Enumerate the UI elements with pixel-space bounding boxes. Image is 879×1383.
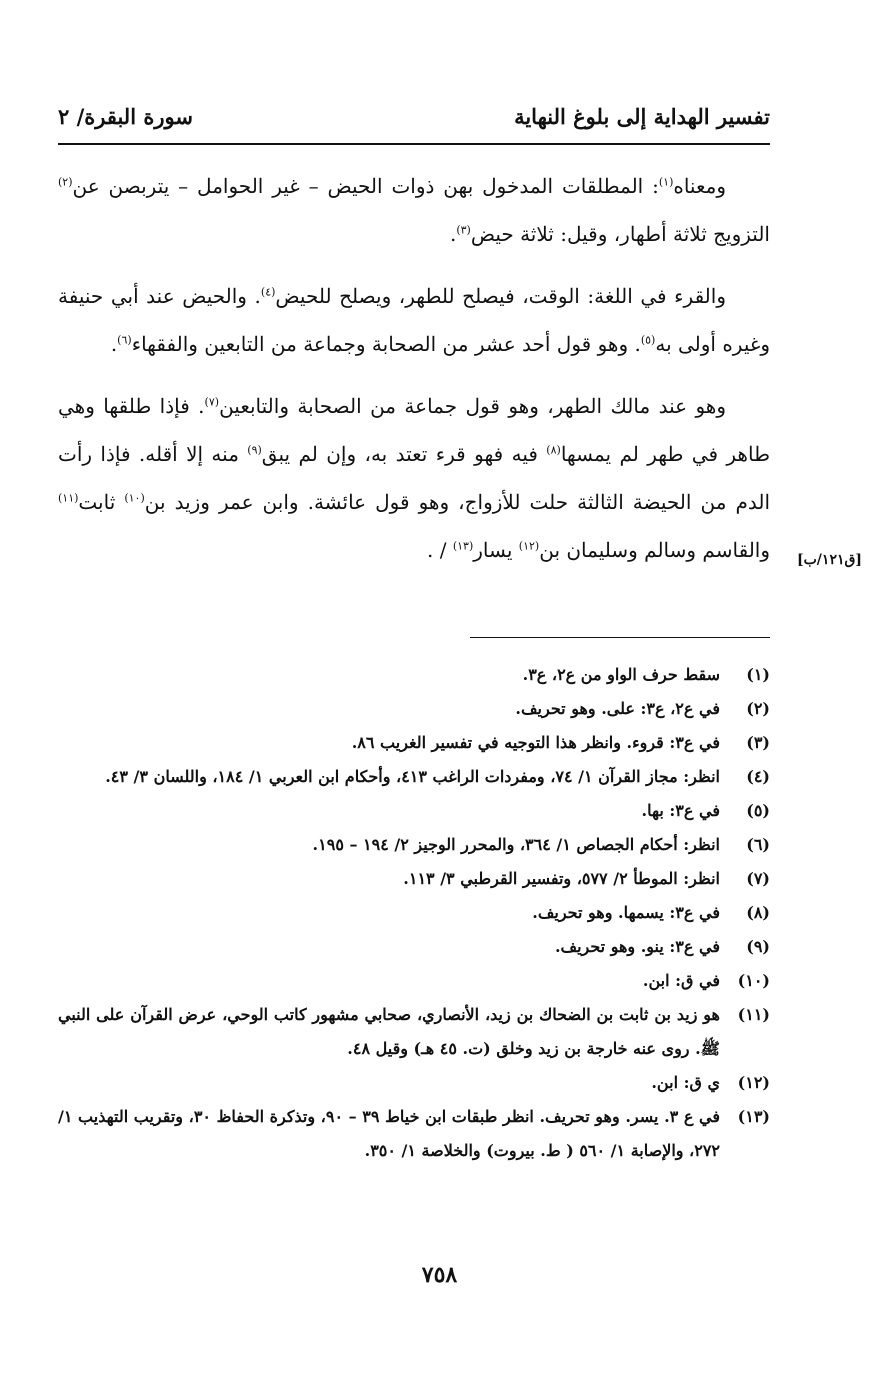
- text-run: يسار: [473, 538, 519, 562]
- footnote-number: (١٣): [737, 1107, 770, 1126]
- footnotes-list: [58, 658, 770, 1168]
- text-run: ومعناه: [673, 174, 726, 198]
- footnote-number: (٢): [746, 699, 770, 718]
- text-run: .: [110, 332, 118, 356]
- footnote-item: [58, 828, 770, 862]
- text-run: وهو عند مالك الطهر، وهو قول جماعة من الصحابة والتابعين: [219, 394, 727, 418]
- text-run: . فإذا طلقها وهي طاهر في طهر لم يمسها: [58, 394, 770, 466]
- running-header: [58, 98, 770, 138]
- paragraph-2: [58, 272, 770, 368]
- footnote-number: (٩): [746, 937, 770, 956]
- footnote-item: [58, 794, 770, 828]
- footnote-ref-5[interactable]: (٥): [640, 333, 656, 347]
- page-number: ٧٥٨: [421, 1262, 458, 1288]
- paragraph-3: [58, 382, 770, 574]
- footnote-item: [58, 658, 770, 692]
- footnote-ref-13[interactable]: (١٣): [452, 539, 474, 553]
- footnote-number: (٦): [746, 835, 770, 854]
- paragraph-1: [58, 162, 770, 258]
- header-rule: [58, 143, 770, 145]
- footnote-item: [58, 896, 770, 930]
- footnote-ref-6[interactable]: (٦): [117, 333, 132, 347]
- footnote-ref-3[interactable]: (٣): [456, 223, 471, 237]
- manuscript-folio-note: [ق١٢١/ب]: [797, 552, 862, 568]
- footnote-item: [58, 692, 770, 726]
- text-run: .: [449, 222, 457, 246]
- text-run: منه إلا أقله. فإذا رأت الدم من الحيضة الثالثة حلت للأزواج، وهو قول عائشة. وابن عمر وزيد بن: [58, 442, 770, 514]
- footnote-text: ي ق: ابن.: [651, 1073, 720, 1092]
- footnote-number: (١١): [737, 1005, 770, 1024]
- footnote-item: [58, 1066, 770, 1100]
- footnote-text: في ع ٣. يسر. وهو تحريف. انظر طبقات ابن خياط ٣٩ – ٩٠، وتذكرة الحفاظ ٣٠، وتقريب التهذيب ١/ ٢٧٢، والإصابة ١/ ٥٦٠ ( ط. بيروت) والخلاصة ١/ ٣٥٠.: [58, 1107, 721, 1160]
- footnote-item: [58, 1100, 770, 1168]
- footnote-number: (٣): [746, 733, 770, 752]
- text-run: والقرء في اللغة: الوقت، فيصلح للطهر، ويصلح للحيض: [275, 284, 726, 308]
- footnote-ref-10[interactable]: (١٠): [124, 491, 145, 505]
- footnote-ref-8[interactable]: (٨): [546, 443, 561, 457]
- footnote-number: (٤): [746, 767, 770, 786]
- footnote-number: (٧): [746, 869, 770, 888]
- footnote-ref-1[interactable]: (١): [658, 175, 674, 189]
- surah-label: سورة البقرة/ ٢: [58, 104, 193, 129]
- footnote-text: في ع٢، ع٣: على. وهو تحريف.: [515, 699, 720, 718]
- footnote-text: في ع٣: ينو. وهو تحريف.: [554, 937, 720, 956]
- footnote-ref-7[interactable]: (٧): [204, 395, 220, 409]
- text-run: التزويج ثلاثة أطهار، وقيل: ثلاثة حيض: [470, 222, 770, 246]
- footnote-number: (١٠): [737, 971, 770, 990]
- text-run: . والحيض عند أبي حنيفة وغيره أولى به: [58, 284, 770, 356]
- footnote-number: (١): [746, 665, 770, 684]
- footnote-number: (٨): [746, 903, 770, 922]
- footnote-text: في ع٣: قروء. وانظر هذا التوجيه في تفسير الغريب ٨٦.: [351, 733, 720, 752]
- text-run: : المطلقات المدخول بهن ذوات الحيض – غير الحوامل – يتربصن عن: [72, 174, 659, 198]
- text-run: ثابت: [78, 490, 125, 514]
- main-text: [58, 162, 770, 588]
- footnote-number: (٥): [746, 801, 770, 820]
- footnote-item: [58, 760, 770, 794]
- footnote-separator: [470, 637, 770, 638]
- text-run: والقاسم وسالم وسليمان بن: [539, 538, 770, 562]
- footnote-text: انظر: مجاز القرآن ١/ ٧٤، ومفردات الراغب ٤١٣، وأحكام ابن العربي ١/ ١٨٤، واللسان ٣/ ٤٣.: [105, 767, 720, 786]
- footnote-text: انظر: أحكام الجصاص ١/ ٣٦٤، والمحرر الوجيز ٢/ ١٩٤ – ١٩٥.: [312, 835, 720, 854]
- footnote-text: في ق: ابن.: [642, 971, 720, 990]
- footnote-item: [58, 998, 770, 1066]
- footnote-ref-4[interactable]: (٤): [260, 285, 276, 299]
- footnote-item: [58, 964, 770, 998]
- footnote-text: انظر: الموطأ ٢/ ٥٧٧، وتفسير القرطبي ٣/ ١١٣.: [403, 869, 720, 888]
- text-run: / .: [427, 538, 453, 562]
- footnote-number: (١٢): [737, 1073, 770, 1092]
- text-run: فيه فهو قرء تعتد به، وإن لم يبق: [261, 442, 547, 466]
- footnote-text: سقط حرف الواو من ع٢، ع٣.: [522, 665, 720, 684]
- footnote-item: [58, 726, 770, 760]
- footnote-item: [58, 930, 770, 964]
- footnote-ref-11[interactable]: (١١): [58, 491, 79, 505]
- footnote-item: [58, 862, 770, 896]
- footnote-ref-12[interactable]: (١٢): [518, 539, 540, 553]
- footnote-text: في ع٣: بها.: [641, 801, 720, 820]
- footnote-ref-2[interactable]: (٢): [58, 175, 73, 189]
- footnote-text: في ع٣: يسمها. وهو تحريف.: [532, 903, 720, 922]
- text-run: . وهو قول أحد عشر من الصحابة وجماعة من التابعين والفقهاء: [131, 332, 641, 356]
- footnote-text: هو زيد بن ثابت بن الضحاك بن زيد، الأنصاري، صحابي مشهور كاتب الوحي، عرض القرآن على النبي ﷺ. روى عنه خارجة بن زيد وخلق (ت. ٤٥ هـ) وقيل ٤٨.: [58, 1005, 720, 1058]
- book-title: تفسير الهداية إلى بلوغ النهاية: [514, 104, 770, 129]
- footnote-ref-9[interactable]: (٩): [247, 443, 262, 457]
